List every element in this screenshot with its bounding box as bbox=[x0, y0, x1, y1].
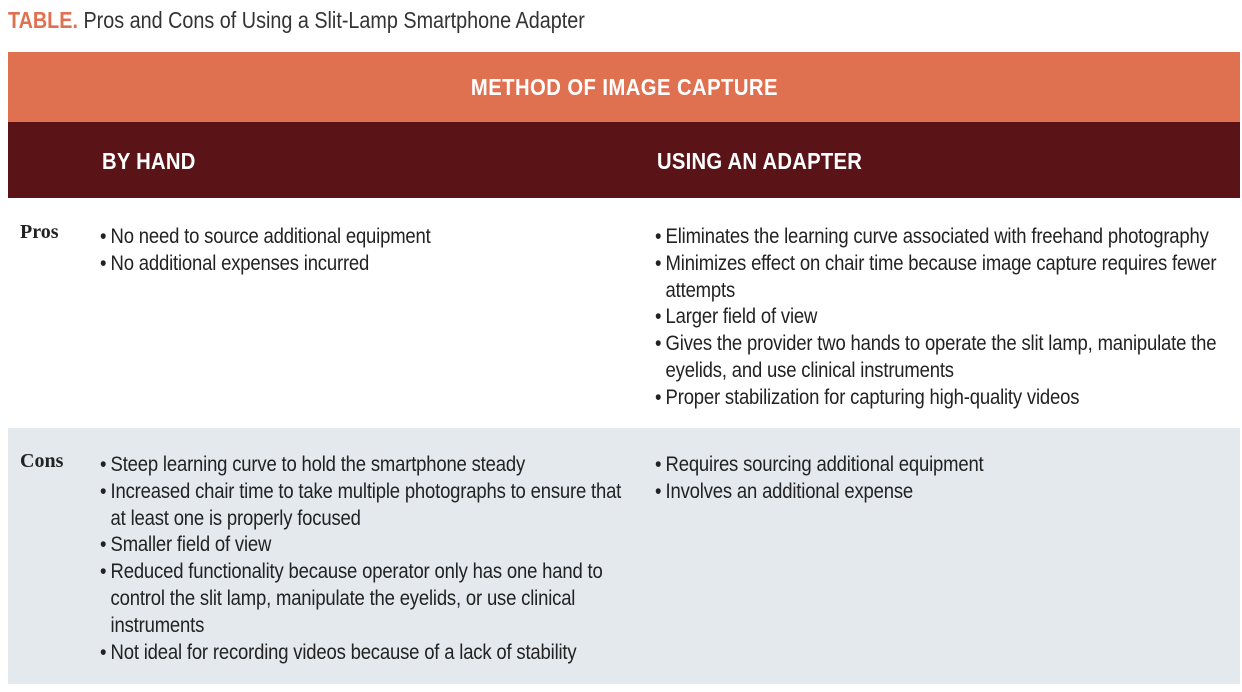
list-item: • Increased chair time to take multiple photographs to ensure that at least one is properly focused bbox=[100, 479, 630, 533]
table-row-cons bbox=[8, 428, 1240, 684]
list-item: • Minimizes effect on chair time because image capture requires fewer attempts bbox=[655, 251, 1227, 305]
list-item: • Steep learning curve to hold the smartphone steady bbox=[100, 452, 630, 479]
cons-by-hand-list bbox=[100, 452, 630, 666]
list-item: • Proper stabilization for capturing high-quality videos bbox=[655, 385, 1227, 412]
list-item: • Eliminates the learning curve associated with freehand photography bbox=[655, 224, 1227, 251]
column-header-row bbox=[8, 122, 1240, 198]
list-item: • Smaller field of view bbox=[100, 532, 630, 559]
row-label-cons: Cons bbox=[20, 450, 64, 472]
banner-title: METHOD OF IMAGE CAPTURE bbox=[470, 73, 778, 100]
list-item: • Involves an additional expense bbox=[655, 479, 1227, 506]
table-caption bbox=[8, 4, 585, 36]
row-label-pros: Pros bbox=[20, 221, 59, 243]
list-item: • No additional expenses incurred bbox=[100, 251, 630, 278]
column-header-adapter: USING AN ADAPTER bbox=[657, 148, 863, 174]
list-item: • Gives the provider two hands to operate the slit lamp, manipulate the eyelids, and use clinical instruments bbox=[655, 331, 1227, 385]
pros-by-hand-list bbox=[100, 224, 630, 278]
cons-adapter-list bbox=[655, 452, 1227, 506]
table-banner bbox=[8, 52, 1240, 122]
table-row-pros bbox=[8, 198, 1240, 428]
column-header-by-hand: BY HAND bbox=[102, 148, 196, 174]
list-item: • No need to source additional equipment bbox=[100, 224, 630, 251]
list-item: • Not ideal for recording videos because of a lack of stability bbox=[100, 640, 630, 667]
caption-title: Pros and Cons of Using a Slit-Lamp Smartphone Adapter bbox=[83, 7, 585, 33]
list-item: • Reduced functionality because operator only has one hand to control the slit lamp, manipulate the eyelids, or use clinical instruments bbox=[100, 559, 630, 639]
caption-tag: TABLE. bbox=[8, 7, 78, 33]
pros-adapter-list bbox=[655, 224, 1227, 412]
list-item: • Requires sourcing additional equipment bbox=[655, 452, 1227, 479]
list-item: • Larger field of view bbox=[655, 304, 1227, 331]
